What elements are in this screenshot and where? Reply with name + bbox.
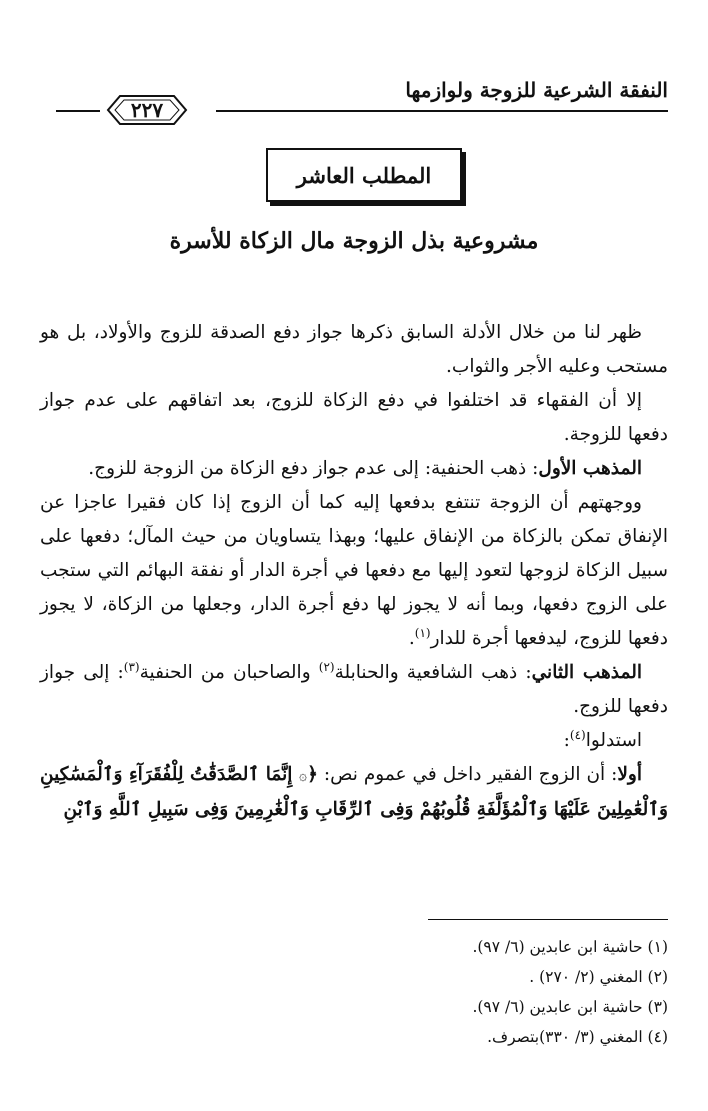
paragraph-3: [40, 452, 668, 486]
paragraph-4-text: ووجهتهم أن الزوجة تنتفع بدفعها إليه كما أن الزوج إذا كان فقيرا عاجزا عن الإنفاق تمكن بالزكاة من الإنفاق عليها؛ وبهذا يتساويان من حيث المآل؛ دفعها على سبيل الزكاة لزوجها لتعود إليها مع دفعها في أجرة الدار أو نفقة البهائم التي ستجب على الزوج دفعها، وبما أنه لا يجوز لها دفع أجرة الدار، وجعلها من الزكاة، لا يجوز دفعها للزوج، ليدفعها أجرة للدار: [40, 492, 668, 649]
paragraph-6: [40, 724, 668, 758]
evidence-1-label: أولا: [617, 764, 642, 785]
quran-verse: إِنَّمَا ٱلصَّدَقَٰتُ لِلْفُقَرَآءِ وَٱلْمَسَٰكِينِ وَٱلْعَٰمِلِينَ عَلَيْهَا وَٱلْمُؤَلَّفَةِ قُلُوبُهُمْ وَفِى ٱلرِّقَابِ وَٱلْغَٰرِمِينَ وَفِى سَبِيلِ ٱللَّهِ وَٱبْنِ: [40, 764, 668, 820]
footnote-item: (٢) المغني (٢/ ٢٧٠) .: [529, 968, 668, 986]
madhhab-1-label: المذهب الأول: [538, 458, 642, 479]
quran-open-bracket: ﴿: [307, 764, 318, 785]
rub-el-hizb-icon: ۞: [298, 768, 308, 784]
footnote-ref-4: (٤): [569, 727, 586, 742]
madhhab-1-text: : ذهب الحنفية: إلى عدم جواز دفع الزكاة من الزوجة للزوج.: [88, 458, 539, 479]
paragraph-7: [40, 758, 668, 827]
footnote-rule: [428, 919, 668, 920]
paragraph-2: إلا أن الفقهاء قد اختلفوا في دفع الزكاة للزوج، بعد اتفاقهم على عدم جواز دفعها للزوجة.: [40, 390, 668, 445]
madhhab-2-text-c: : إلى جواز دفعها للزوج.: [40, 662, 668, 717]
section-subtitle: مشروعية بذل الزوجة مال الزكاة للأسرة: [169, 228, 539, 254]
evidence-1-text: : أن الزوج الفقير داخل في عموم نص:: [317, 764, 618, 785]
footnotes: [40, 932, 668, 1052]
body-text: [40, 316, 668, 827]
running-title: النفقة الشرعية للزوجة ولوازمها: [405, 78, 668, 102]
page-number-badge: [106, 94, 188, 126]
footnote-ref-2: (٢): [318, 659, 335, 674]
paragraph-4: [40, 486, 668, 656]
paragraph-6-text: استدلوا: [585, 730, 642, 751]
header-rule: [216, 110, 668, 112]
footnote-item: (١) حاشية ابن عابدين (٦/ ٩٧).: [472, 938, 668, 956]
madhhab-2-text-a: : ذهب الشافعية والحنابلة: [334, 662, 532, 683]
madhhab-2-text-b: والصاحبان من الحنفية: [139, 662, 319, 683]
footnote-item: (٣) حاشية ابن عابدين (٦/ ٩٧).: [472, 998, 668, 1016]
madhhab-2-label: المذهب الثاني: [531, 662, 642, 683]
paragraph-6-end: :: [563, 730, 570, 751]
paragraph-1: ظهر لنا من خلال الأدلة السابق ذكرها جواز دفع الصدقة للزوج والأولاد، بل هو مستحب وعليه الأجر والثواب.: [40, 322, 668, 377]
paragraph-5: [40, 656, 668, 724]
page-number: ٢٢٧: [130, 98, 164, 122]
paragraph-4-end: .: [408, 628, 415, 649]
section-title-box: [266, 148, 462, 202]
header-rule-left: [56, 110, 100, 112]
section-title: المطلب العاشر: [296, 162, 432, 188]
footnote-item: (٤) المغني (٣/ ٣٣٠)بتصرف.: [487, 1028, 668, 1046]
footnote-ref-3: (٣): [123, 659, 140, 674]
footnote-ref-1: (١): [414, 625, 431, 640]
